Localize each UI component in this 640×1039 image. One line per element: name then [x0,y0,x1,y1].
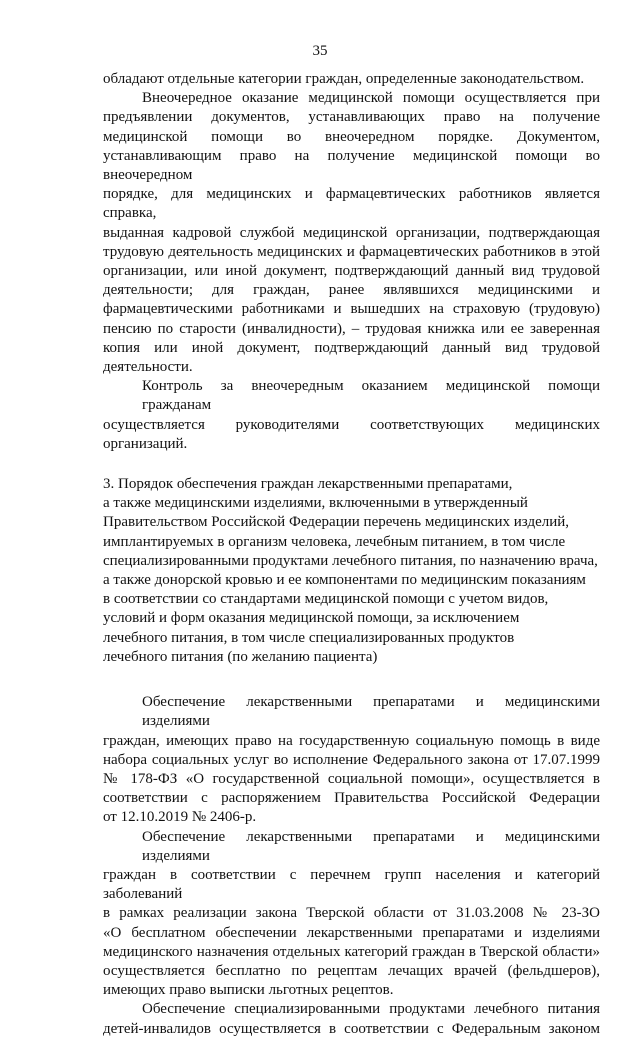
paragraph-children-nutrition [103,1000,600,1038]
heading-line: а также медицинскими изделиями, включенными в утвержденный [103,495,528,512]
text-line: в рамках реализации закона Тверской области от 31.03.2008 № 23-ЗО [103,905,600,922]
page-number: 35 [312,43,328,59]
text-line: Обеспечение специализированными продуктами лечебного питания [142,1001,600,1018]
text-line: организации, или иной документ, подтверждающий данный вид трудовой [103,263,600,280]
text-line: соответствии с распоряжением Правительства Российской Федерации [103,790,600,807]
text-line: от 12.10.2019 № 2406-р. [103,809,257,826]
text-line: № 178-ФЗ «О государственной социальной помощи», осуществляется в [103,770,600,787]
paragraph-priority-care [103,89,600,377]
text-line: медицинского назначения отдельных категорий граждан в Тверской области» [103,943,600,960]
text-line: детей-инвалидов осуществляется в соответствии с Федеральным законом [103,1020,600,1037]
text-line: медицинской помощи во внеочередном порядке. Документом, [103,128,600,145]
paragraph-continuation [103,70,600,89]
text-line: осуществляется руководителями соответствующих медицинских [103,416,600,433]
text-line: деятельности. [103,359,193,376]
section-heading [103,475,600,667]
heading-line: имплантируемых в организм человека, лечебным питанием, в том числе [103,533,566,550]
text-line: обладают отдельные категории граждан, определенные законодательством. [103,71,585,87]
text-line: «О бесплатном обеспечении лекарственными препаратами и изделиями [103,924,600,941]
text-line: граждан в соответствии с перечнем групп населения и категорий заболеваний [103,866,600,903]
heading-line: условий и форм оказания медицинской помощи, за исключением [103,610,520,627]
text-line: Обеспечение лекарственными препаратами и медицинскими изделиями [142,694,600,730]
spacer [103,667,600,693]
heading-line: 3. Порядок обеспечения граждан лекарственными препаратами, [103,476,513,493]
text-line: пенсию по старости (инвалидности), – трудовая книжка или ее заверенная [103,320,600,337]
text-line: Внеочередное оказание медицинской помощи осуществляется при [142,90,600,107]
text-line: порядке, для медицинских и фармацевтических работников является справка, [103,186,600,222]
heading-line: в соответствии со стандартами медицинской помощи с учетом видов, [103,591,549,608]
text-line: трудовую деятельность медицинских и фармацевтических работников в этой [103,243,600,260]
text-line: копия или иной документ, подтверждающий данный вид трудовой [103,339,600,356]
text-line: граждан, имеющих право на государственную социальную помощь в виде [103,732,600,749]
page-body [103,70,600,1039]
heading-line: Правительством Российской Федерации перечень медицинских изделий, [103,514,570,531]
heading-line: лечебного питания, в том числе специализированных продуктов [103,629,515,646]
paragraph-tver-law [103,828,600,1001]
text-line: Обеспечение лекарственными препаратами и медицинскими изделиями [142,828,600,864]
text-line: Контроль за внеочередным оказанием медицинской помощи гражданам [142,378,600,414]
text-line: организаций. [103,435,188,452]
spacer [103,454,600,475]
text-line: фармацевтическими работниками и вышедших на страховую (трудовую) [103,301,600,318]
text-line: осуществляется бесплатно по рецептам лечащих врачей (фельдшеров), [103,962,600,979]
heading-line: а также донорской кровью и ее компонентами по медицинским показаниям [103,572,586,589]
text-line: устанавливающим право на получение медицинской помощи во внеочередном [103,147,600,184]
text-line: набора социальных услуг во исполнение Федерального закона от 17.07.1999 [103,751,600,768]
text-line: имеющих право выписки льготных рецептов. [103,982,394,999]
heading-line: лечебного питания (по желанию пациента) [103,648,378,665]
paragraph-control [103,377,600,454]
heading-line: специализированными продуктами лечебного питания, по назначению врача, [103,552,598,569]
text-line: деятельности; для граждан, ранее являвшихся медицинскими и [103,282,600,299]
text-line: выданная кадровой службой медицинской организации, подтверждающая [103,224,600,241]
paragraph-social-aid [103,693,600,827]
text-line: предъявлении документов, устанавливающих право на получение [103,109,600,126]
